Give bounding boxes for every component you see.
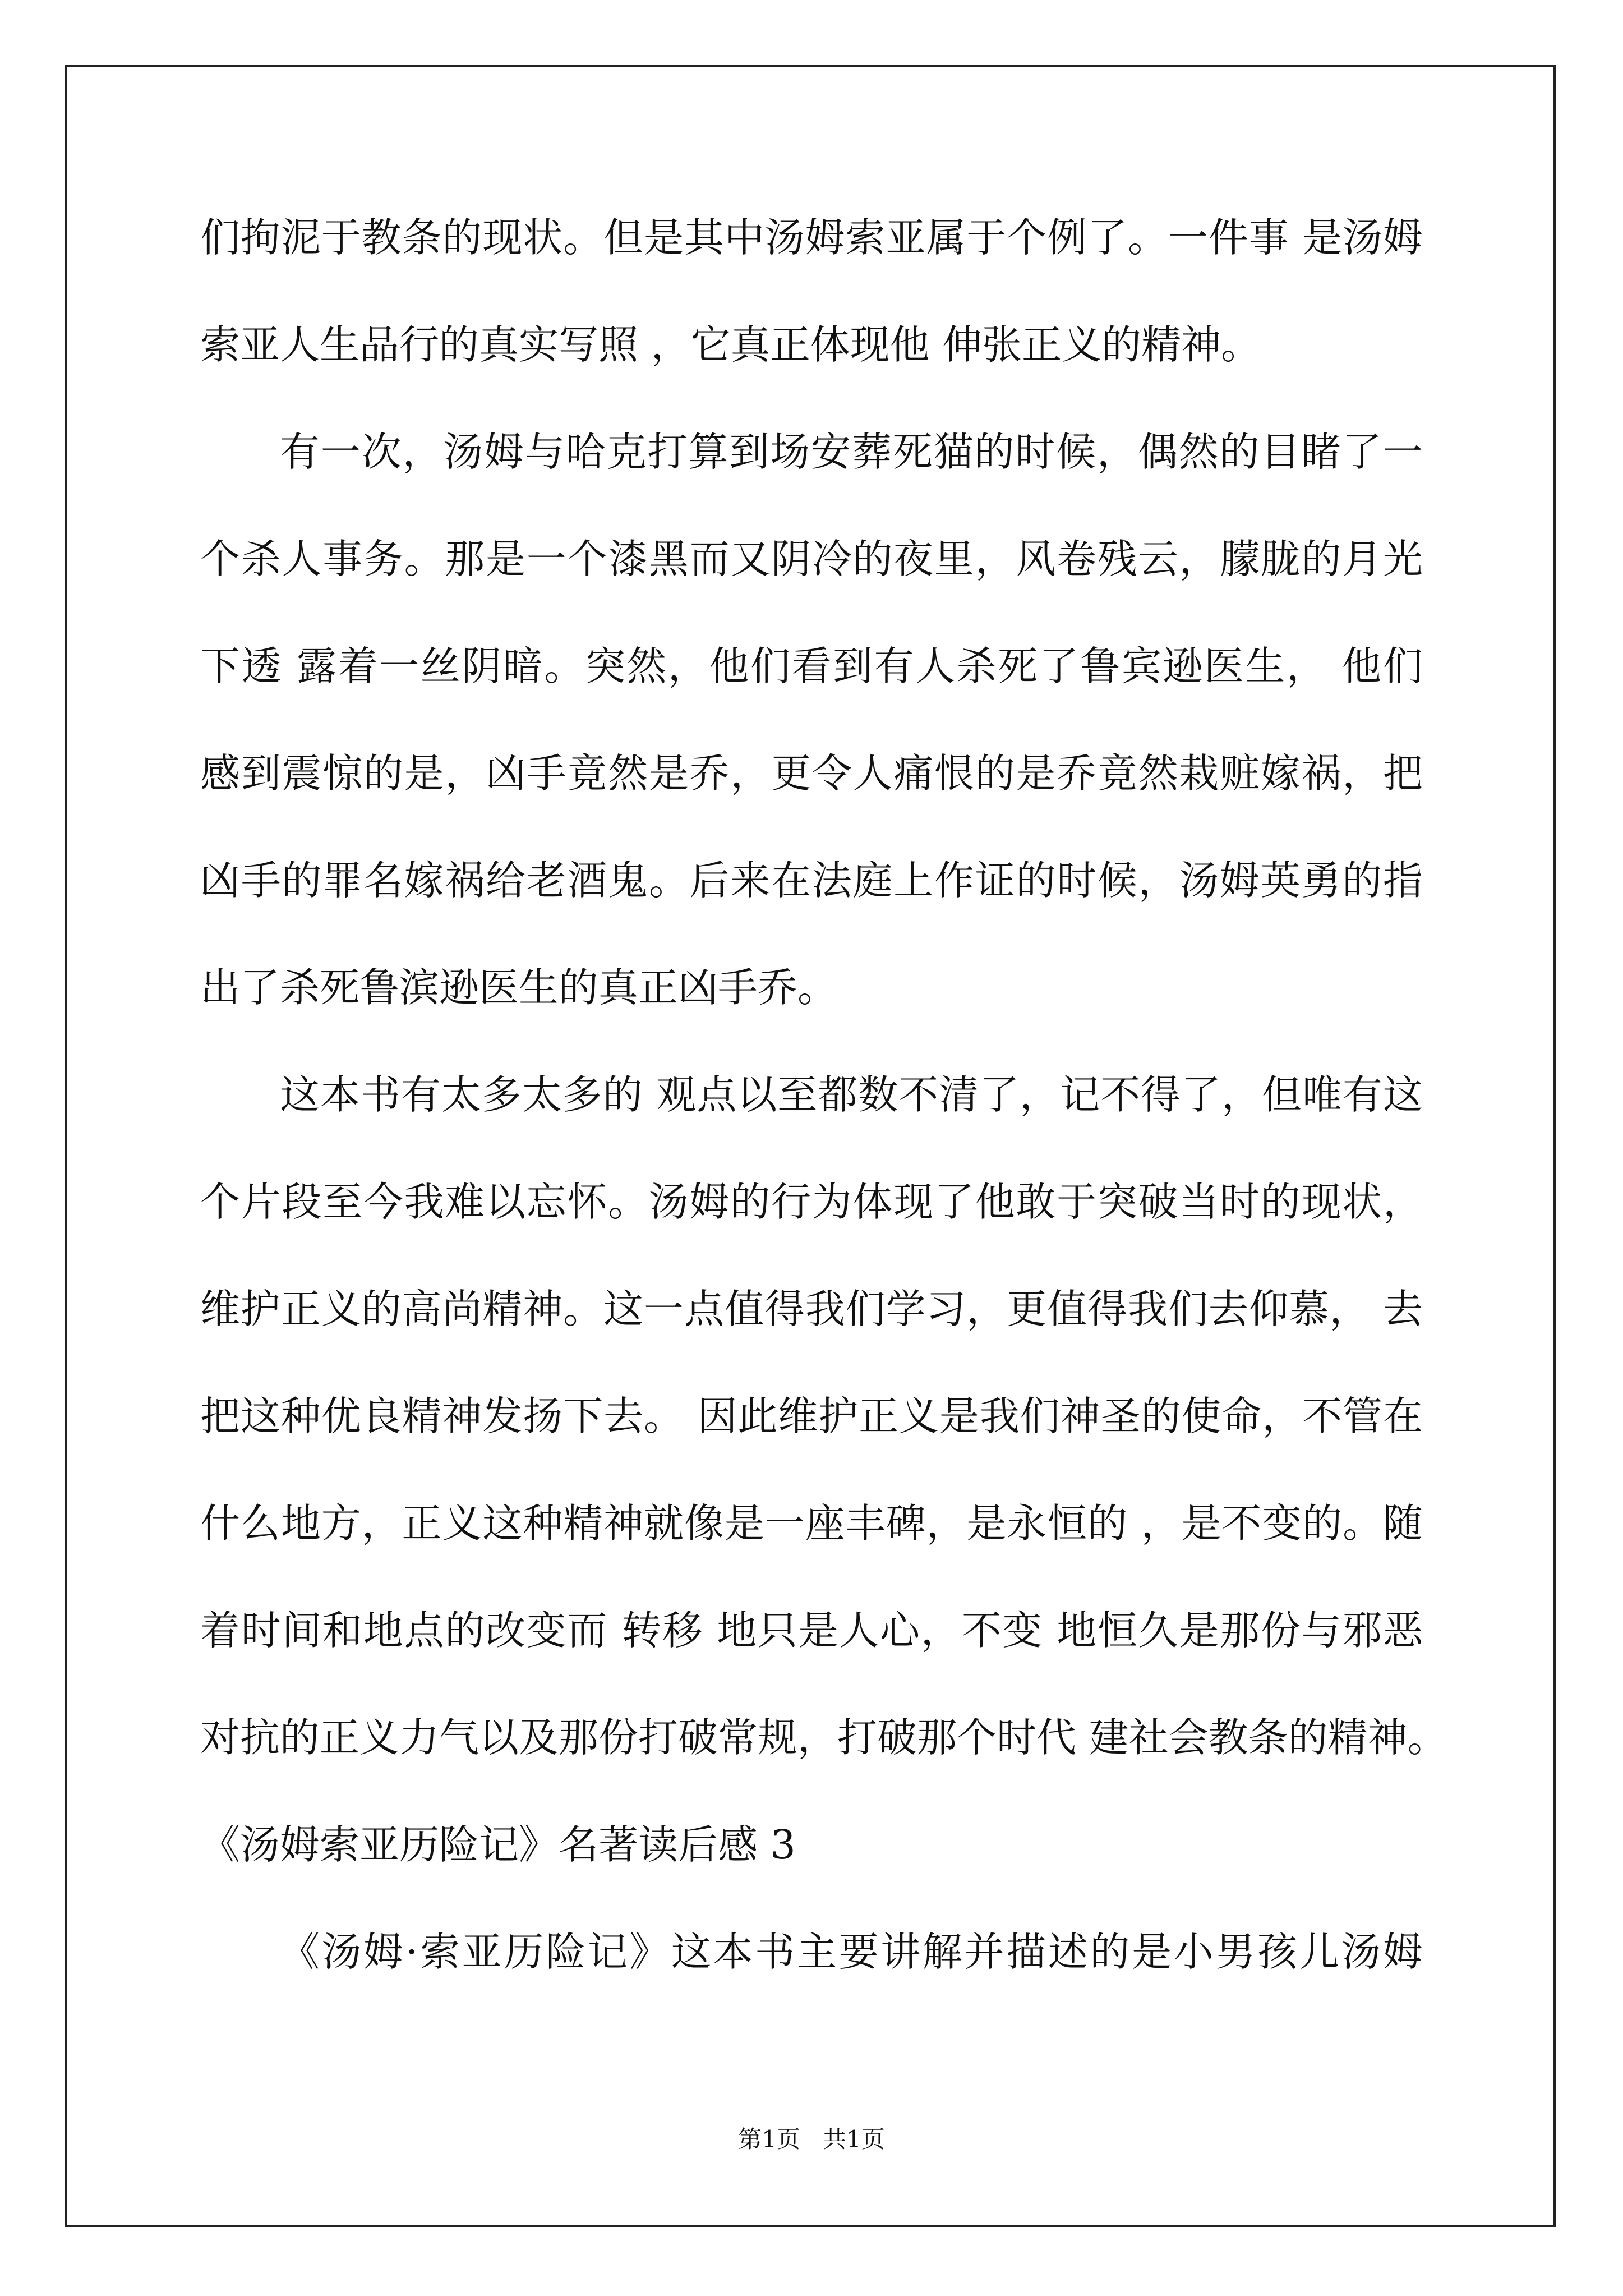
paragraph-start-line: 《汤姆·索亚历险记》这本书主要讲解并描述的是小男孩儿汤姆 (280, 1929, 1423, 1975)
text-line: 索亚人生品行的真实写照 ，它真正体现他 伸张正义的精神。 (200, 321, 1261, 368)
text-line: 凶手的罪名嫁祸给老酒鬼。后来在法庭上作证的时候，汤姆英勇的指 (200, 857, 1423, 904)
page-footer: 第1页 共1页 (738, 2125, 885, 2153)
text-line: 们拘泥于教条的现状。但是其中汤姆索亚属于个例了。一件事 是汤姆 (200, 214, 1423, 261)
text-line: 感到震惊的是，凶手竟然是乔，更令人痛恨的是乔竟然栽赃嫁祸，把 (200, 750, 1423, 797)
document-body (200, 214, 1447, 2039)
text-line: 下透 露着一丝阴暗。突然，他们看到有人杀死了鲁宾逊医生， 他们 (200, 643, 1423, 689)
text-line: 个片段至今我难以忘怀。汤姆的行为体现了他敢于突破当时的现状， (200, 1179, 1423, 1225)
text-line: 着时间和地点的改变而 转移 地只是人心，不变 地恒久是那份与邪恶 (200, 1607, 1423, 1654)
text-line: 把这种优良精神发扬下去。 因此维护正义是我们神圣的使命，不管在 (200, 1393, 1423, 1439)
text-line: 个杀人事务。那是一个漆黑而又阴冷的夜里，风卷残云，朦胧的月光 (200, 536, 1423, 582)
section-heading: 《汤姆索亚历险记》名著读后感 3 (200, 1821, 796, 1868)
paragraph-start-line: 有一次，汤姆与哈克打算到场安葬死猫的时候，偶然的目睹了一 (280, 429, 1423, 475)
text-line: 对抗的正义力气以及那份打破常规，打破那个时代 建社会教条的精神。 (200, 1714, 1447, 1761)
paragraph-start-line: 这本书有太多太多的 观点以至都数不清了，记不得了，但唯有这 (280, 1071, 1423, 1118)
text-line: 维护正义的高尚精神。这一点值得我们学习，更值得我们去仰慕， 去 (200, 1286, 1423, 1332)
text-line: 出了杀死鲁滨逊医生的真正凶手乔。 (200, 964, 838, 1011)
text-line: 什么地方，正义这种精神就像是一座丰碑，是永恒的 ，是不变的。随 (200, 1500, 1423, 1547)
